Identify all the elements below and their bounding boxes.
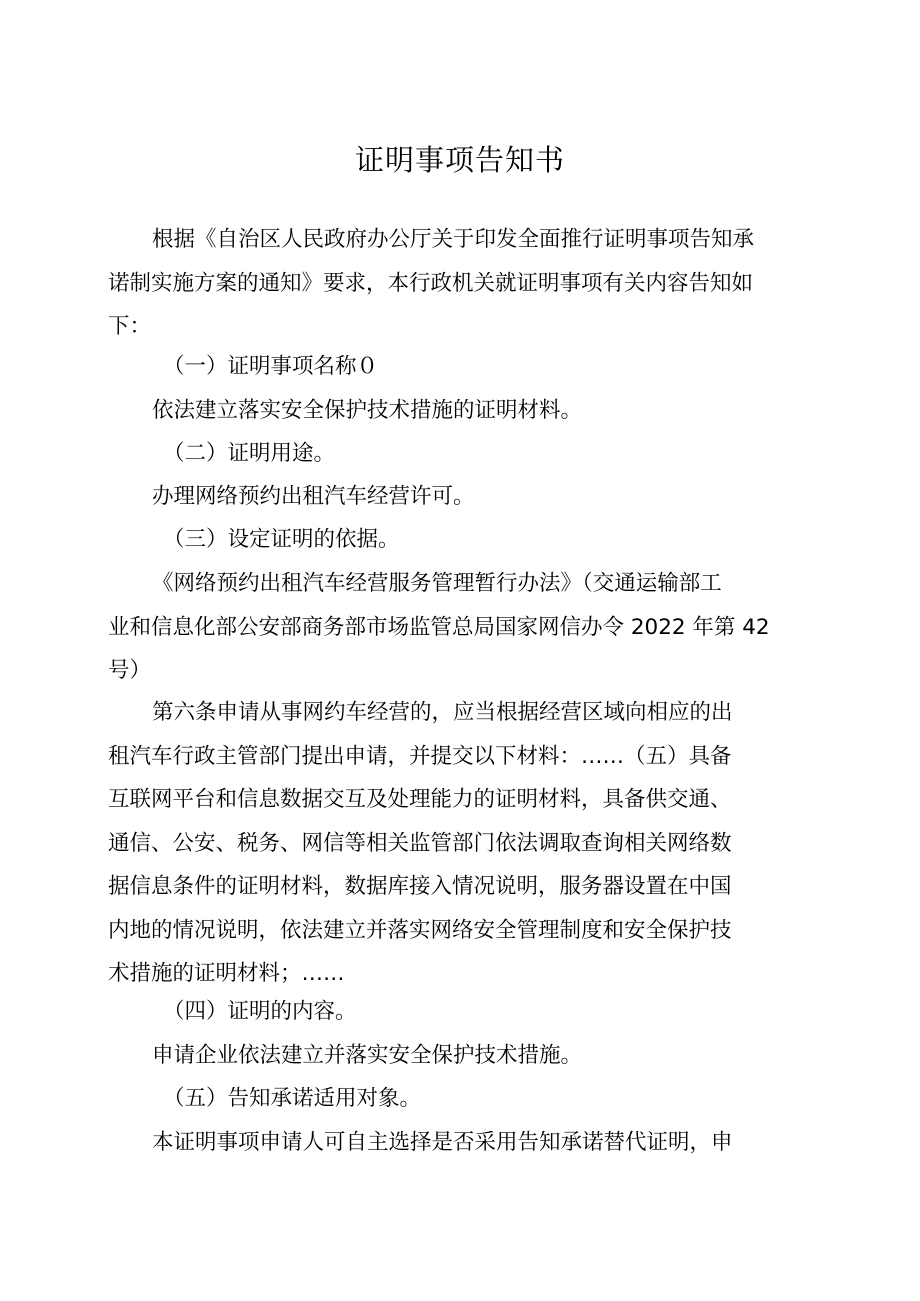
section2-heading: （二）证明用途。 <box>163 441 336 466</box>
article6-line: 互联网平台和信息数据交互及处理能力的证明材料，具备供交通、 <box>108 787 732 812</box>
section1-body: 依法建立落实安全保护技术措施的证明材料。 <box>152 398 583 423</box>
article6-line: 通信、公安、税务、网信等相关监管部门依法调取查询相关网络数 <box>108 830 732 856</box>
document-title: 证明事项告知书 <box>354 143 565 177</box>
section5-heading: （五）告知承诺适用对象。 <box>163 1086 422 1111</box>
intro-line: 根据《自治区人民政府办公厅关于印发全面推行证明事项告知承 <box>152 227 755 252</box>
section5-body: 本证明事项申请人可自主选择是否采用告知承诺替代证明，申 <box>152 1130 733 1155</box>
section4-heading: （四）证明的内容。 <box>163 999 357 1024</box>
article6-line: 租汽车行政主管部门提出申请，并提交以下材料：……（五）具备 <box>108 743 732 769</box>
section2-body: 办理网络预约出租汽车经营许可。 <box>152 484 475 509</box>
basis-line: 业和信息化部公安部商务部市场监管总局国家网信办令 2022 年第 42 <box>108 614 770 640</box>
section3-basis-paragraph <box>108 562 798 693</box>
section3-heading: （三）设定证明的依据。 <box>163 527 400 552</box>
article6-line: 内地的情况说明，依法建立并落实网络安全管理制度和安全保护技 <box>108 917 732 943</box>
section1-heading: （一）证明事项名称０ <box>163 354 379 379</box>
basis-line: 号） <box>108 658 152 683</box>
article6-line: 据信息条件的证明材料，数据库接入情况说明，服务器设置在中国 <box>108 874 732 899</box>
intro-line: 诺制实施方案的通知》要求，本行政机关就证明事项有关内容告知如 <box>108 270 754 296</box>
article6-paragraph <box>108 691 798 996</box>
intro-paragraph <box>108 218 798 349</box>
section4-body: 申请企业依法建立并落实安全保护技术措施。 <box>152 1043 583 1068</box>
article6-line: 第六条申请从事网约车经营的，应当根据经营区域向相应的出 <box>152 700 733 725</box>
article6-line: 术措施的证明材料；…… <box>108 961 345 986</box>
basis-line: 《网络预约出租汽车经营服务管理暂行办法》（交通运输部工 <box>152 571 722 596</box>
intro-line: 下： <box>108 314 152 339</box>
